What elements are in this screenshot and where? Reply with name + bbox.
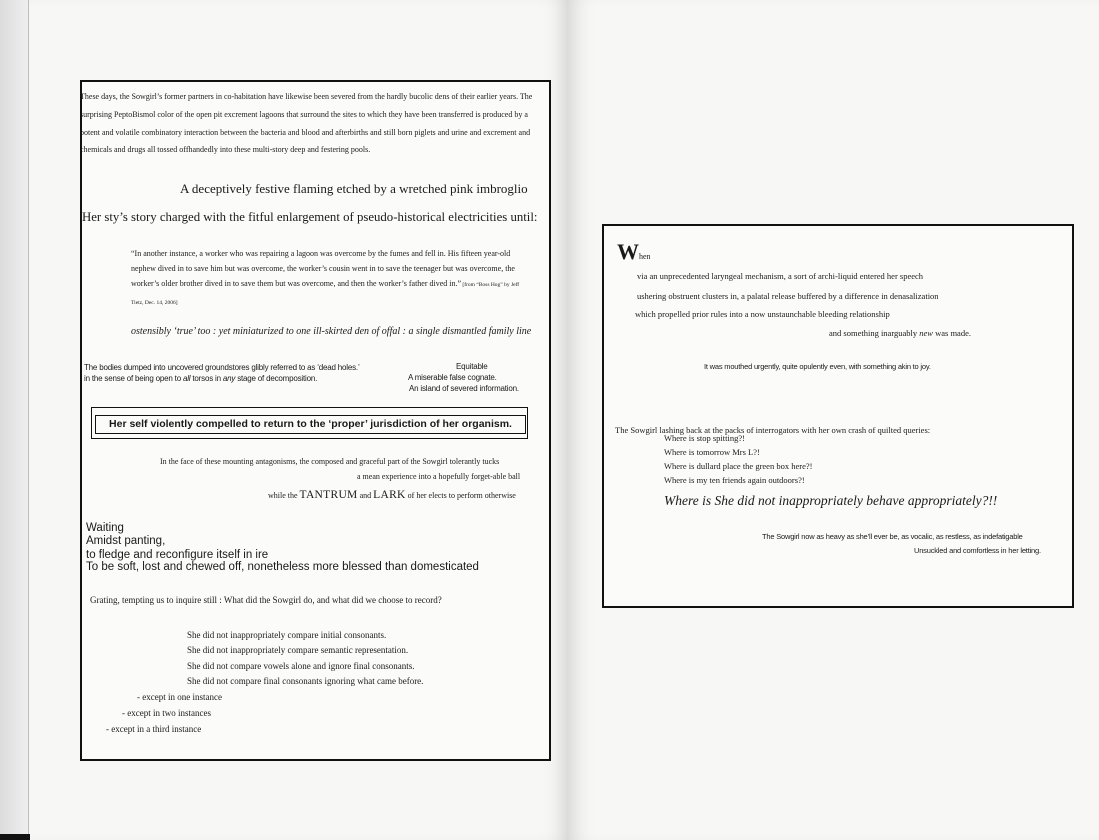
drop-rest: hen (639, 252, 651, 261)
lashing-line: The Sowgirl lashing back at the packs of interrogators with her own crash of quilted queries: (615, 425, 931, 435)
query-line-4: Where is my ten friends again outdoors?! (664, 475, 805, 485)
made-line (829, 328, 971, 338)
poem-line-1: Waiting (86, 522, 124, 534)
text-span: torsos in (190, 374, 223, 383)
text-span: and something inarguably (829, 328, 920, 338)
when-line-1: via an unprecedented laryngeal mechanism, a sort of archi-liquid entered her speech (637, 271, 924, 281)
italic-line: ostensibly ‘true’ too : yet miniaturized to one ill-skirted den of offal : a single dismantled family line (131, 326, 532, 337)
did-not-line-1: She did not inappropriately compare initial consonants. (187, 630, 387, 640)
tantrum-line (268, 489, 516, 501)
bodies-line-1: The bodies dumped into uncovered groundstores glibly referred to as ‘dead holes.’ (84, 363, 360, 372)
text-span: in the sense of being open to (84, 374, 183, 383)
poem-line-3: to fledge and reconfigure itself in ire (86, 549, 269, 561)
query-line-2: Where is tomorrow Mrs L?! (664, 447, 760, 457)
text-span: and (357, 491, 374, 500)
when-line-2: ushering obstruent clusters in, a palatal release buffered by a difference in denasalization (637, 291, 939, 301)
drop-cap: W (617, 239, 639, 264)
centered-line: A deceptively festive flaming etched by a wretched pink imbroglio (180, 181, 528, 196)
spine-corner (0, 834, 30, 840)
boxed-line: Her self violently compelled to return to the ‘proper’ jurisdiction of her organism. (95, 415, 526, 434)
text-span: while the (268, 491, 300, 500)
poem-line-2: Amidst panting, (86, 535, 166, 547)
lark-word: LARK (373, 489, 406, 501)
poem-line-4: To be soft, lost and chewed off, nonetheless more blessed than domesticated (86, 561, 479, 573)
quote-block (131, 246, 531, 311)
text-span: of her elects to perform otherwise (405, 491, 516, 500)
book-spine (0, 0, 28, 840)
did-not-line-3: She did not compare vowels alone and ignore final consonants. (187, 661, 415, 671)
unsuckled-line: Unsuckled and comfortless in her letting. (914, 546, 1041, 555)
story-line: Her sty’s story charged with the fitful enlargement of pseudo-historical electricities until: (82, 210, 538, 224)
grating-line: Grating, tempting us to inquire still : What did the Sowgirl do, and what did we choose to record? (90, 595, 442, 605)
face-line: In the face of these mounting antagonisms, the composed and graceful part of the Sowgirl tolerantly tucks (160, 457, 500, 466)
emphasis-all: all (182, 374, 191, 383)
intro-paragraph: These days, the Sowgirl’s former partners in co-habitation have likewise been severed from the hardly bucolic dens of their earlier years. The surprising PeptoBismol color of the open pit excrement lagoons that surround the sites to which they have been transferred is produced by a potent and volatile combinatory interaction between the bacteria and blood and afterbirths and still born piglets and urine and excrement and chemicals and drugs all tossed offhandedly into these multi-story deep and festering pools. (80, 92, 533, 155)
did-not-line-2: She did not inappropriately compare semantic representation. (187, 645, 409, 655)
except-line-2: - except in two instances (122, 708, 211, 718)
big-query: Where is She did not inappropriately behave appropriately?!! (664, 493, 998, 508)
except-line-3: - except in a third instance (106, 724, 202, 734)
bodies-line-2 (84, 374, 317, 383)
tantrum-word: TANTRUM (299, 489, 358, 501)
island-line: An island of severed information. (409, 384, 519, 393)
quote-text: “In another instance, a worker who was repairing a lagoon was overcome by the fumes and fell in. His fifteen year-old nephew dived in to save him but was overcome, the worker’s cousin went in to save the teenager but was overcome, the worker’s older brother dived in to save them but was overcome, and then the worker’s father dived in.” (131, 249, 515, 289)
when-line-3: which propelled prior rules into a now unstaunchable bleeding relationship (635, 309, 890, 319)
except-line-1: - except in one instance (137, 692, 222, 702)
query-line-3: Where is dullard place the green box here?! (664, 461, 813, 471)
equitable-label: Equitable (456, 362, 488, 371)
when-heading (617, 239, 651, 265)
quote-source: [from “Boss Hog” by Jeff Tietz, Dec. 14, 2006] (131, 282, 520, 306)
emphasis-any: any (222, 374, 236, 383)
text-span: was made. (932, 328, 971, 338)
emphasis-new: new (919, 328, 933, 338)
heavy-line: The Sowgirl now as heavy as she’ll ever be, as vocalic, as restless, as indefatigable (762, 532, 1023, 541)
false-cognate-line: A miserable false cognate. (408, 373, 497, 382)
query-line-1: Where is stop spitting?! (664, 433, 745, 443)
mean-line: a mean experience into a hopefully forget-able ball (357, 472, 521, 481)
did-not-line-4: She did not compare final consonants ignoring what came before. (187, 676, 424, 686)
text-span: stage of decomposition. (235, 374, 318, 383)
mouthed-line: It was mouthed urgently, quite opulently even, with something akin to joy. (704, 362, 931, 371)
